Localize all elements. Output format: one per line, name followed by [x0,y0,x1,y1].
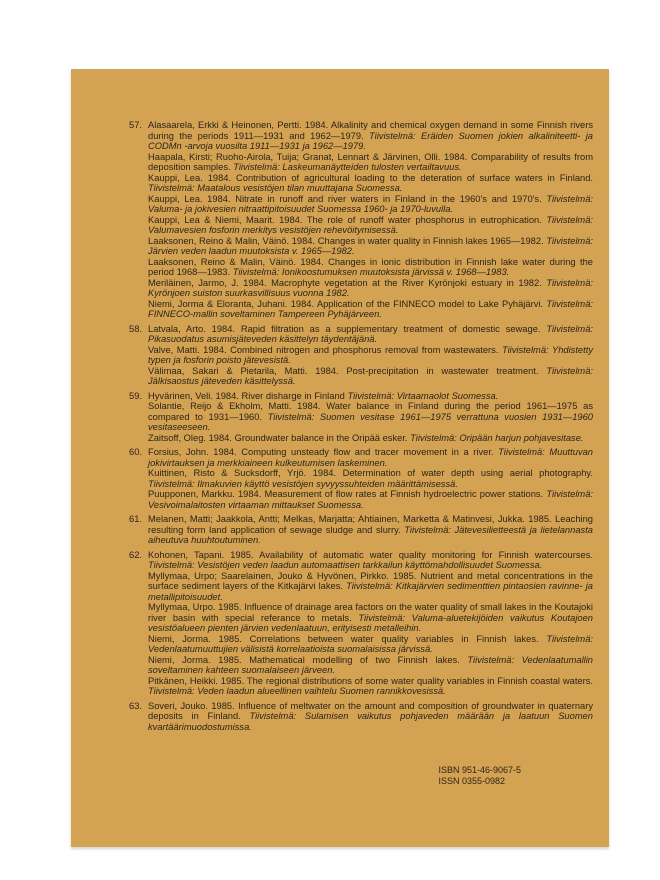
reference: Solantie, Reijo & Ekholm, Matti. 1984. Water balance in Finland during the period 1961—1975 as compared to 1931—1960. Tiivistelmä: Suomen vesitase 1961—1975 verrattuna vuosien 1931—1960 vesitaseeseen. [148,401,593,432]
reference: Laaksonen, Reino & Malin, Väinö. 1984. Changes in water quality in Finnish lakes 1965—1982. Tiivistelmä: Järvien veden laadun muutoksista v. 1965—1982. [148,235,593,256]
entry-number: 62. [129,549,142,560]
reference: Meriläinen, Jarmo, J. 1984. Macrophyte vegetation at the River Kyrönjoki estuary in 1982. Tiivistelmä: Kyrönjoen suiston suurkasvillisuus vuonna 1982. [148,277,593,298]
reference: Haapala, Kirsti; Ruoho-Airola, Tuija; Granat, Lennart & Järvinen, Olli. 1984. Comparability of results from deposition samples. Tiivistelmä: Laskeumanäytteiden tulosten vertailtavuus. [148,151,593,172]
list-entry [129,447,593,510]
reference: Kauppi, Lea & Niemi, Maarit. 1984. The role of runoff water phosphorus in eutrophication. Tiivistelmä: Valumavesien fosforin merkitys vesistöjen rehevöitymisessä. [148,214,593,235]
issn-number: ISSN 0355-0982 [438,776,505,786]
entry-number: 63. [129,700,142,711]
reference: Latvala, Arto. 1984. Rapid filtration as a supplementary treatment of domestic sewage. Tiivistelmä: Pikasuodatus asumisjäteveden käsittelyn täydentäjänä. [148,323,593,344]
reference: Melanen, Matti; Jaakkola, Antti; Melkas, Marjatta; Ahtiainen, Marketta & Matinvesi, Jukka. 1985. Leaching resulting form land application of sewage sludge and slurry. Tiivistelmä: Jätevesilietteestä ja lietelannasta aiheutuva huuhtoutuminen. [148,514,593,545]
list-entry [129,550,593,697]
reference: Forsius, John. 1984. Computing unsteady flow and tracer movement in a river. Tiivistelmä: Muuttuvan jokivirtauksen ja merkkiaineen kulkeutumisen laskeminen. [148,447,594,468]
entry-number: 58. [129,323,142,334]
reference: Laaksonen, Reino & Malin, Väinö. 1984. Changes in ionic distribution in Finnish lake water during the period 1968—1983. Tiivistelmä: Ionikoostumuksen muutoksista järvissä v. 1968—1983. [148,256,593,277]
list-entry [129,324,593,387]
reference: Niemi, Jorma & Eloranta, Juhani. 1984. Application of the FINNECO model to Lake Pyhäjärvi. Tiivistelmä: FINNECO-mallin soveltaminen Tampereen Pyhäjärveen. [148,298,593,319]
list-entry [129,701,593,733]
entry-number: 61. [129,514,142,524]
entry-number: 59. [129,390,142,401]
isbn-number: ISBN 951-46-9067-5 [438,765,521,775]
reference: Zaitsoff, Oleg. 1984. Groundwater balance in the Oripää esker. Tiivistelmä: Oripään harjun pohjavesitase. [148,432,584,443]
reference: Niemi, Jorma. 1985. Mathematical modelling of two Finnish lakes. Tiivistelmä: Vedenlaatumallin soveltaminen kahteen suomalaiseen järveen. [148,654,594,675]
reference: Välimaa, Sakari & Pietarila, Matti. 1984. Post-precipitation in wastewater treatment. Tiivistelmä: Jälkisaostus jäteveden käsittelyssä. [148,365,593,386]
entry-number: 60. [129,447,142,457]
reference: Puupponen, Markku. 1984. Measurement of flow rates at Finnish hydroelectric power stations. Tiivistelmä: Vesivoimalaitosten virtaaman mittaukset Suomessa. [148,489,593,510]
reference: Pitkänen, Heikki. 1985. The regional distributions of some water quality variables in Finnish coastal waters. Tiivistelmä: Veden laadun alueellinen vaihtelu Suomen rannikkovesissä. [148,675,593,696]
reference: Hyvärinen, Veli. 1984. River disharge in Finland Tiivistelmä: Virtaamaolot Suomessa. [148,390,499,401]
reference: Kauppi, Lea. 1984. Nitrate in runoff and river waters in Finland in the 1960's and 1970's. Tiivistelmä: Valuma- ja jokivesien nitraattipitoisuudet Suomessa 1960- ja 1970-luvulla. [148,193,593,214]
list-entry [129,514,593,546]
back-cover [71,69,609,847]
publication-list [129,120,593,736]
reference: Kuittinen, Risto & Sucksdorff, Yrjö. 1984. Determination of water depth using aerial photography. Tiivistelmä: Ilmakuvien käyttö vesistöjen syvyyssuhteiden määrittämisessä. [148,468,593,489]
entry-number: 57. [129,120,142,130]
reference: Myllymaa, Urpo; Saarelainen, Jouko & Hyvönen, Pirkko. 1985. Nutrient and metal concentrations in the surface sediment layers of the Kitkajärvi lakes. Tiivistelmä: Kitkajärvien sedimenttien pintaosien ravinne- ja metallipitoisuudet. [148,570,594,602]
list-entry [129,391,593,444]
reference: Alasaarela, Erkki & Heinonen, Pertti. 1984. Alkalinity and chemical oxygen demand in some Finnish rivers during the periods 1911—1931 and 1962—1979. Tiivistelmä: Eräiden Suomen jokien alkaliniteetti- ja CODMn -arvoja vuosilta 1911—1931 ja 1962—1979. [148,120,593,151]
reference: Kauppi, Lea. 1984. Contribution of agricultural loading to the deteration of surface waters in Finland. Tiivistelmä: Maatalous vesistöjen tilan muuttajana Suomessa. [148,172,593,193]
reference: Valve, Matti. 1984. Combined nitrogen and phosphorus removal from wastewaters. Tiivistelmä: Yhdistetty typen ja fosforin poisto jätevesistä. [148,344,593,365]
isbn-block [438,765,521,787]
list-entry [129,120,593,320]
reference: Myllymaa, Urpo. 1985. Influence of drainage area factors on the water quality of small lakes in the Koutajoki river basin with special referance to metals. Tiivistelmä: Valuma-aluetekijöiden vaikutus Koutajoen vesistöalueen pienten järvien vedenlaatuun, erityisesti metalleihin. [148,602,593,633]
reference: Niemi, Jorma. 1985. Correlations between water quality variables in Finnish lakes. Tiivistelmä: Vedenlaatumuuttujien välisistä korrelaatioista suomalaisissa järvissä. [148,633,593,654]
reference: Soveri, Jouko. 1985. Influence of meltwater on the amount and composition of groundwater in quaternary deposits in Finland. Tiivistelmä: Sulamisen vaikutus pohjaveden määrään ja laatuun Suomen kvartäärimuodostumissa. [148,700,593,732]
reference: Kohonen, Tapani. 1985. Availability of automatic water quality monitoring for Finnish watercourses. Tiivistelmä: Vesistöjen veden laadun automaattisen tarkkailun käyttömahdollisuudet Suomessa. [148,549,593,570]
